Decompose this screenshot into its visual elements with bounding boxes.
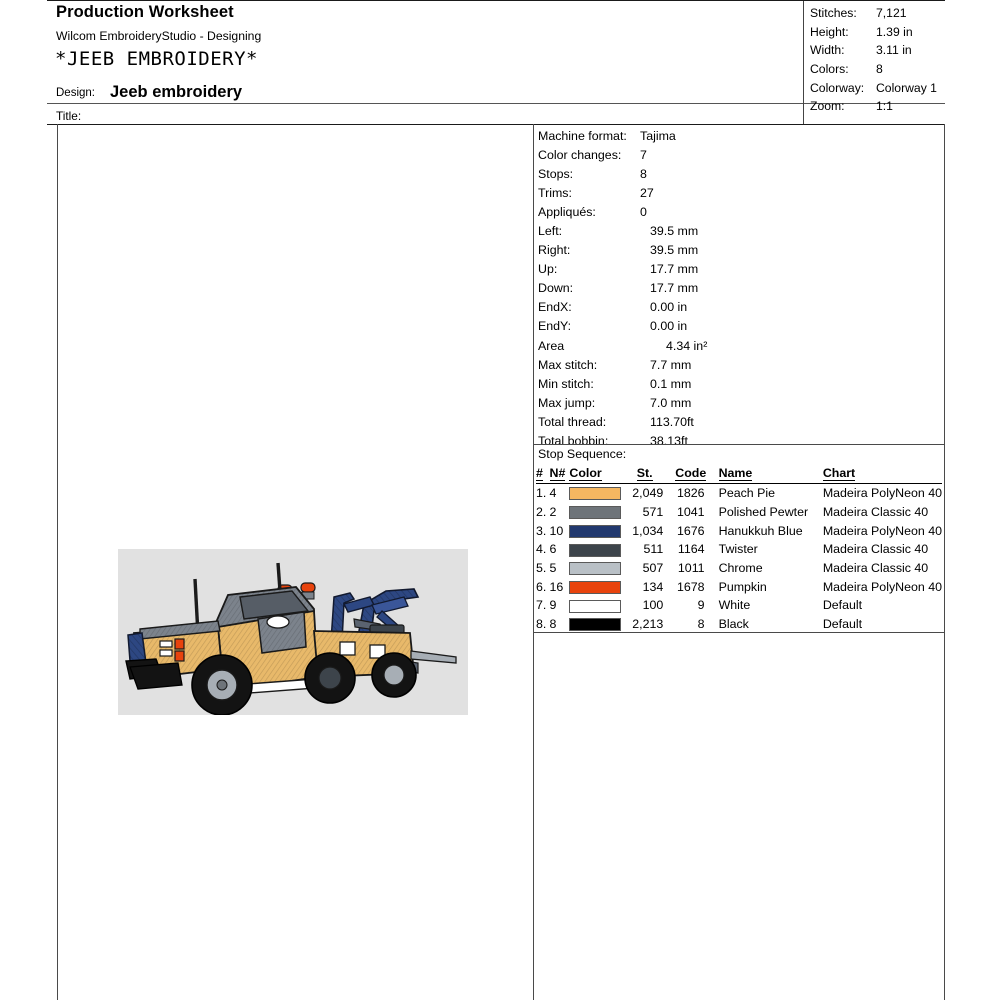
machine-value: 0.1 mm [650, 376, 692, 391]
summary-value: Colorway 1 [876, 80, 937, 95]
column-header-needle-label: N# [549, 466, 566, 480]
cell-code: 1676 [676, 523, 705, 538]
cell-stitches: 2,049 [632, 486, 664, 501]
column-header-needle [550, 465, 570, 484]
machine-value: 0 [640, 205, 647, 220]
summary-row-colorway [810, 79, 945, 98]
column-header-chart-label: Chart [822, 466, 856, 480]
cell-stitches: 1,034 [632, 523, 664, 538]
machine-value: 7 [640, 148, 647, 163]
cell-index: 5. [536, 561, 547, 576]
machine-key: Min stitch: [538, 376, 594, 391]
cell-name: Peach Pie [718, 486, 776, 501]
color-swatch [569, 544, 621, 557]
column-header-name [711, 465, 823, 484]
machine-row-down [538, 279, 938, 298]
machine-row-min-stitch [538, 375, 938, 394]
table-row [536, 540, 942, 559]
cell-color [569, 559, 622, 578]
summary-row-stitches [810, 4, 945, 23]
machine-value: Tajima [640, 129, 676, 143]
machine-value: 7.7 mm [650, 357, 692, 372]
machine-key: Down: [538, 281, 574, 296]
column-header-index-label: # [536, 466, 543, 480]
cell-needle: 5 [549, 561, 557, 576]
machine-row-area [538, 337, 938, 356]
machine-value: 39.5 mm [650, 243, 699, 258]
cell-needle: 10 [549, 523, 564, 538]
panel-divider-bottom [533, 632, 945, 633]
machine-value: 38.13ft [650, 433, 688, 448]
color-swatch [569, 562, 621, 575]
design-banner-text: *JEEB EMBROIDERY* [55, 48, 258, 70]
tow-truck-design-svg [118, 549, 468, 715]
table-header-row [536, 465, 942, 484]
machine-key: Up: [538, 262, 558, 277]
column-header-chart [823, 465, 942, 484]
cell-index: 8. [536, 617, 547, 632]
cell-code: 1011 [677, 561, 705, 576]
summary-row-width [810, 41, 945, 60]
cell-chart: Madeira PolyNeon 40 [822, 579, 942, 594]
stop-sequence-title: Stop Sequence: [538, 447, 627, 461]
cell-color [569, 484, 622, 503]
cell-name: White [718, 598, 751, 613]
column-header-name-label: Name [718, 466, 753, 480]
cell-name: Twister [718, 542, 758, 557]
summary-key: Width: [810, 43, 845, 58]
machine-key: Left: [538, 224, 563, 239]
machine-row-up [538, 260, 938, 279]
cell-stitches: 134 [642, 579, 664, 594]
summary-value: 3.11 in [876, 43, 912, 58]
page-title: Production Worksheet [56, 3, 234, 21]
cell-name: Hanukkuh Blue [718, 523, 803, 538]
cell-stitches: 100 [642, 598, 664, 613]
summary-key: Height: [810, 24, 849, 39]
cell-stitches: 511 [643, 542, 664, 557]
cell-name: Chrome [718, 561, 763, 576]
machine-row-total-thread [538, 413, 938, 432]
design-preview-canvas [118, 549, 468, 715]
machine-key: EndX: [538, 300, 572, 315]
color-swatch [569, 525, 621, 538]
app-subtitle: Wilcom EmbroideryStudio - Designing [56, 29, 262, 43]
cell-name: Black [718, 617, 749, 632]
design-label: Design: [56, 87, 95, 99]
machine-key: Stops: [538, 167, 574, 182]
column-header-color-label: Color [569, 466, 602, 480]
cell-chart: Default [822, 617, 863, 632]
color-swatch [569, 600, 621, 613]
cell-chart: Madeira Classic 40 [822, 561, 929, 576]
cell-stitches: 507 [642, 561, 664, 576]
design-name: Jeeb embroidery [110, 83, 243, 101]
machine-row-appliques [538, 203, 938, 222]
cell-chart: Madeira Classic 40 [822, 542, 929, 557]
cell-color [569, 596, 622, 615]
machine-value: 39.5 mm [650, 224, 699, 239]
summary-key: Stitches: [810, 6, 857, 20]
machine-row-color-changes [538, 146, 938, 165]
color-swatch [569, 581, 621, 594]
cell-needle: 16 [549, 579, 564, 594]
cell-index: 3. [536, 523, 547, 538]
machine-value: 0.00 in [650, 300, 688, 315]
cell-code: 8 [697, 617, 705, 632]
title-label: Title: [56, 109, 82, 123]
machine-key: Right: [538, 243, 571, 258]
page-rule-middle [533, 124, 534, 1000]
summary-key: Zoom: [810, 99, 845, 114]
machine-value: 0.00 in [650, 319, 688, 334]
machine-row-right [538, 241, 938, 260]
cell-color [569, 577, 622, 596]
cell-name: Pumpkin [718, 579, 767, 594]
machine-row-max-jump [538, 394, 938, 413]
summary-row-zoom [810, 97, 945, 116]
color-swatch [569, 506, 621, 519]
machine-key: Appliqués: [538, 205, 596, 220]
cell-code: 1041 [676, 505, 705, 520]
cell-chart: Madeira PolyNeon 40 [822, 523, 942, 538]
machine-row-max-stitch [538, 356, 938, 375]
column-header-stitches-label: St. [636, 466, 653, 480]
cell-chart: Madeira PolyNeon 40 [822, 486, 942, 501]
machine-value: 27 [640, 186, 654, 201]
summary-value: 1:1 [876, 99, 893, 114]
cell-stitches: 571 [642, 505, 664, 520]
stop-sequence-table [536, 465, 942, 634]
color-swatch [569, 618, 621, 631]
cell-index: 1. [536, 486, 547, 501]
cell-chart: Default [822, 598, 863, 613]
cell-index: 2. [536, 505, 547, 520]
machine-value: 4.34 in² [666, 338, 708, 353]
machine-info-panel [538, 127, 938, 451]
machine-row-endy [538, 317, 938, 336]
cell-index: 7. [536, 598, 547, 613]
column-header-code-label: Code [675, 466, 707, 480]
page-rule-right [944, 124, 945, 1000]
machine-key: Max jump: [538, 395, 596, 410]
column-header-color [569, 465, 622, 484]
machine-key: Total thread: [538, 414, 607, 429]
cell-code: 1826 [676, 486, 705, 501]
cell-needle: 2 [549, 505, 557, 520]
stop-sequence-body [536, 484, 942, 634]
column-header-code [669, 465, 710, 484]
cell-needle: 6 [549, 542, 557, 557]
machine-row-stops [538, 165, 938, 184]
cell-index: 6. [536, 579, 547, 594]
cell-chart: Madeira Classic 40 [822, 505, 929, 520]
cell-needle: 9 [549, 598, 557, 613]
panel-divider-stopsequence [533, 444, 945, 445]
cell-color [569, 615, 622, 634]
cell-color [569, 540, 622, 559]
machine-value: 8 [640, 167, 647, 182]
column-header-index [536, 465, 550, 484]
machine-key: Max stitch: [538, 357, 598, 372]
summary-row-colors [810, 60, 945, 79]
machine-row-endx [538, 298, 938, 317]
machine-key: Area [538, 338, 565, 353]
summary-value: 7,121 [876, 6, 907, 20]
machine-key: Trims: [538, 186, 572, 201]
table-row [536, 521, 942, 540]
machine-value: 17.7 mm [650, 262, 699, 277]
machine-row-format [538, 127, 938, 146]
summary-row-height [810, 23, 945, 42]
cell-needle: 8 [549, 617, 557, 632]
table-row [536, 503, 942, 522]
machine-value: 17.7 mm [650, 281, 699, 296]
page-rule-left [57, 124, 58, 1000]
machine-key: Total bobbin: [538, 433, 609, 448]
color-swatch [569, 487, 621, 500]
table-row [536, 596, 942, 615]
cell-code: 1678 [676, 579, 705, 594]
table-row [536, 484, 942, 503]
design-summary-box [803, 1, 945, 124]
cell-needle: 4 [549, 486, 557, 501]
cell-code: 1164 [677, 542, 705, 557]
machine-value: 113.70ft [650, 414, 694, 429]
summary-key: Colorway: [810, 80, 865, 95]
table-row [536, 615, 942, 634]
summary-value: 8 [876, 62, 883, 77]
table-row [536, 559, 942, 578]
column-header-stitches [623, 465, 670, 484]
machine-key: Machine format: [538, 129, 627, 143]
machine-row-left [538, 222, 938, 241]
table-row [536, 577, 942, 596]
machine-key: Color changes: [538, 148, 622, 163]
cell-color [569, 521, 622, 540]
cell-code: 9 [697, 598, 705, 613]
cell-color [569, 503, 622, 522]
cell-stitches: 2,213 [632, 617, 664, 632]
machine-row-trims [538, 184, 938, 203]
cell-name: Polished Pewter [718, 505, 809, 520]
machine-key: EndY: [538, 319, 572, 334]
summary-value: 1.39 in [876, 24, 913, 39]
cell-index: 4. [536, 542, 547, 557]
machine-value: 7.0 mm [650, 395, 692, 410]
summary-key: Colors: [810, 62, 849, 77]
